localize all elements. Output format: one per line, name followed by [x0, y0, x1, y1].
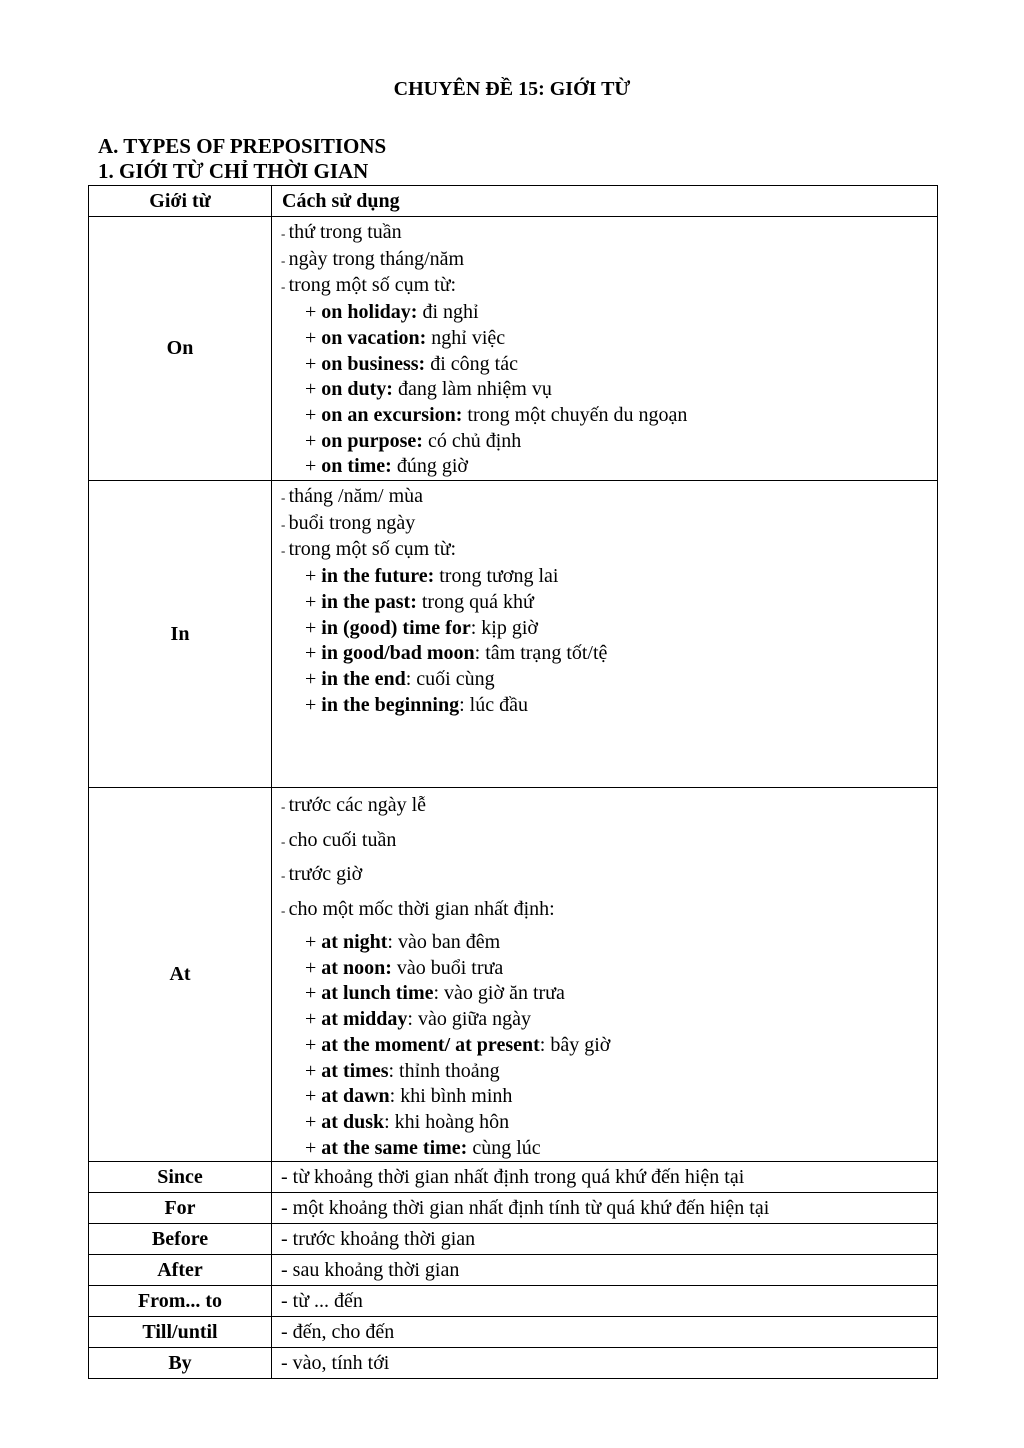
preposition-word: Till/until [89, 1317, 272, 1348]
usage-cell: - trước khoảng thời gian [272, 1224, 938, 1255]
table-row-from-to [89, 1286, 938, 1317]
phrase-line: + at the moment/ at present: bây giờ [305, 1033, 611, 1056]
usage-line: - trước giờ [281, 863, 363, 886]
table-row-at [89, 788, 938, 1162]
usage-line: - ngày trong tháng/năm [281, 247, 465, 270]
phrase-line: + on holiday: đi nghỉ [305, 301, 479, 324]
phrase-line: + at dusk: khi hoàng hôn [305, 1110, 510, 1133]
prepositions-table [88, 185, 938, 1379]
subsection-title: 1. GIỚI TỪ CHỈ THỜI GIAN [98, 159, 369, 183]
usage-line: - trong một số cụm từ: [281, 538, 457, 561]
preposition-word: Since [89, 1162, 272, 1193]
phrase-line: + on time: đúng giờ [305, 455, 468, 478]
table-row-by [89, 1348, 938, 1379]
table-row-on [89, 217, 938, 481]
phrase-line: + in the beginning: lúc đầu [305, 693, 528, 716]
usage-line: - trong một số cụm từ: [281, 274, 457, 297]
usage-line: - buổi trong ngày [281, 511, 416, 534]
usage-cell [272, 788, 938, 1162]
usage-cell [272, 217, 938, 481]
table-header-row [89, 186, 938, 217]
usage-cell: - từ ... đến [272, 1286, 938, 1317]
phrase-line: + at lunch time: vào giờ ăn trưa [305, 982, 565, 1005]
table-row-since [89, 1162, 938, 1193]
phrase-line: + in (good) time for: kịp giờ [305, 616, 538, 639]
usage-line: - tháng /năm/ mùa [281, 485, 424, 508]
phrase-line: + in the past: trong quá khứ [305, 590, 534, 613]
header-usage: Cách sử dụng [272, 186, 938, 217]
preposition-word: For [89, 1193, 272, 1224]
page-title: CHUYÊN ĐỀ 15: GIỚI TỪ [393, 78, 631, 100]
preposition-word: Before [89, 1224, 272, 1255]
usage-line: - thứ trong tuần [281, 221, 402, 243]
usage-cell: - một khoảng thời gian nhất định tính từ quá khứ đến hiện tại [272, 1193, 938, 1224]
phrase-line: + on business: đi công tác [305, 352, 518, 375]
section-title: A. TYPES OF PREPOSITIONS [98, 134, 387, 158]
usage-line: - cho một mốc thời gian nhất định: [281, 897, 555, 920]
phrase-line: + at night: vào ban đêm [305, 931, 501, 954]
preposition-word: From... to [89, 1286, 272, 1317]
phrase-line: + at dawn: khi bình minh [305, 1085, 513, 1108]
table-row-before [89, 1224, 938, 1255]
table-row-in [89, 481, 938, 788]
usage-cell: - sau khoảng thời gian [272, 1255, 938, 1286]
usage-cell: - vào, tính tới [272, 1348, 938, 1379]
preposition-word: On [89, 217, 272, 481]
table-row-for [89, 1193, 938, 1224]
phrase-line: + in the future: trong tương lai [305, 565, 559, 588]
table-row-after [89, 1255, 938, 1286]
table-row-till-until [89, 1317, 938, 1348]
phrase-line: + on an excursion: trong một chuyến du ngoạn [305, 403, 688, 426]
phrase-line: + at the same time: cùng lúc [305, 1136, 541, 1159]
preposition-word: At [89, 788, 272, 1162]
usage-line: - cho cuối tuần [281, 828, 397, 851]
header-preposition: Giới từ [89, 186, 272, 217]
usage-cell: - từ khoảng thời gian nhất định trong quá khứ đến hiện tại [272, 1162, 938, 1193]
phrase-line: + in the end: cuối cùng [305, 667, 495, 690]
phrase-line: + on duty: đang làm nhiệm vụ [305, 378, 552, 401]
usage-cell: - đến, cho đến [272, 1317, 938, 1348]
phrase-line: + on vacation: nghỉ việc [305, 326, 506, 349]
usage-line: - trước các ngày lễ [281, 794, 427, 817]
phrase-line: + on purpose: có chủ định [305, 429, 522, 452]
usage-cell [272, 481, 938, 788]
preposition-word: By [89, 1348, 272, 1379]
preposition-word: After [89, 1255, 272, 1286]
phrase-line: + at noon: vào buổi trưa [305, 956, 504, 979]
phrase-line: + at times: thỉnh thoảng [305, 1059, 500, 1082]
phrase-line: + in good/bad moon: tâm trạng tốt/tệ [305, 642, 608, 665]
preposition-word: In [89, 481, 272, 788]
phrase-line: + at midday: vào giữa ngày [305, 1008, 531, 1031]
